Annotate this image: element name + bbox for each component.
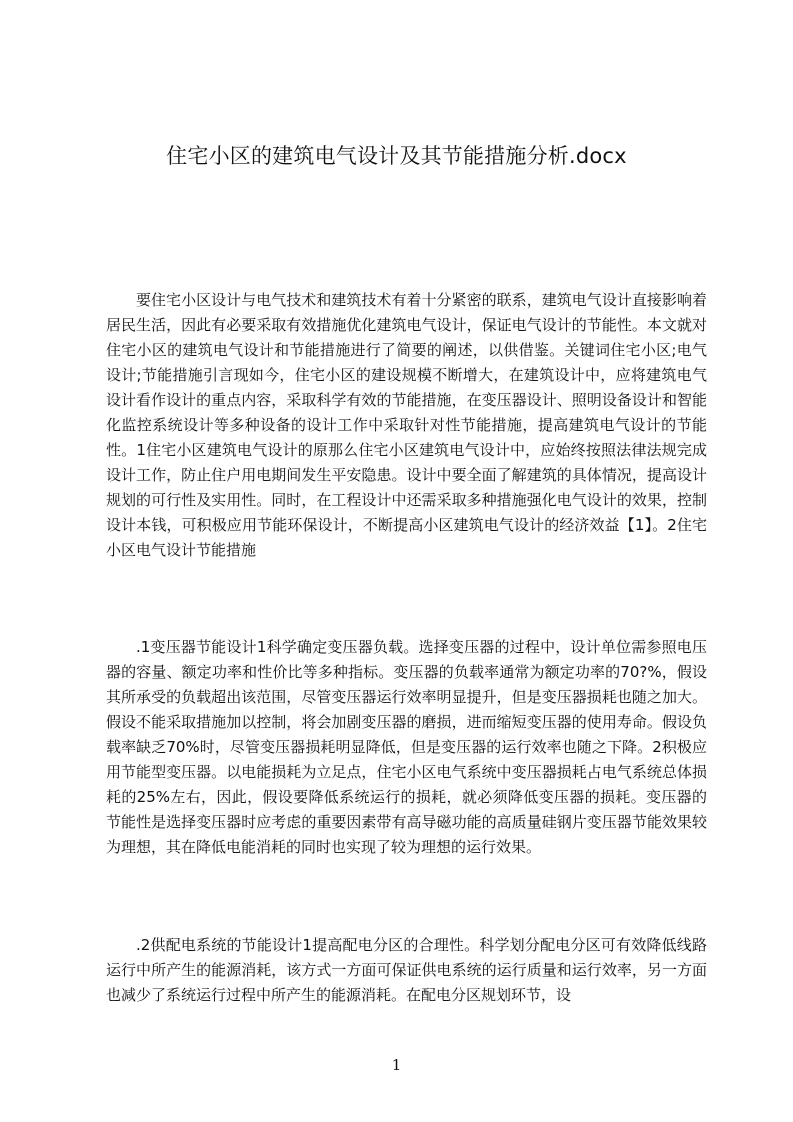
body-paragraph-3: .2供配电系统的节能设计1提高配电分区的合理性。科学划分配电分区可有效降低线路运行中所产生的能源消耗，该方式一方面可保证供电系统的运行质量和运行效率，另一方面也减少了系统运行过程中所产生的能源消耗。在配电分区规划环节，设	[106, 936, 707, 1004]
document-title: 住宅小区的建筑电气设计及其节能措施分析.docx	[166, 144, 627, 168]
page-number: 1	[391, 1056, 402, 1074]
body-paragraph-2: .1变压器节能设计1科学确定变压器负载。选择变压器的过程中，设计单位需参照电压器的容量、额定功率和性价比等多种指标。变压器的负载率通常为额定功率的70?%，假设其所承受的负载超出该范围，尽管变压器运行效率明显提升，但是变压器损耗也随之加大。假设不能采取措施加以控制，将会加剧变压器的磨损，进而缩短变压器的使用寿命。假设负载率缺乏70%时，尽管变压器损耗明显降低，但是变压器的运行效率也随之下降。2积极应用节能型变压器。以电能损耗为立足点，住宅小区电气系统中变压器损耗占电气系统总体损耗的25%左右，因此，假设要降低系统运行的损耗，就必须降低变压器的损耗。变压器的节能性是选择变压器时应考虑的重要因素带有高导磁功能的高质量硅钢片变压器节能效果较为理想，其在降低电能消耗的同时也实现了较为理想的运行效果。	[106, 638, 708, 856]
body-paragraph-1: 要住宅小区设计与电气技术和建筑技术有着十分紧密的联系，建筑电气设计直接影响着居民生活，因此有必要采取有效措施优化建筑电气设计，保证电气设计的节能性。本文就对住宅小区的建筑电气设计和节能措施进行了简要的阐述，以供借鉴。关键词住宅小区;电气设计;节能措施引言现如今，住宅小区的建设规模不断增大，在建筑设计中，应将建筑电气设计看作设计的重点内容，采取科学有效的节能措施，在变压器设计、照明设备设计和智能化监控系统设计等多种设备的设计工作中采取针对性节能措施，提高建筑电气设计的节能性。1住宅小区建筑电气设计的原那么住宅小区建筑电气设计中，应始终按照法律法规完成设计工作，防止住户用电期间发生平安隐患。设计中要全面了解建筑的具体情况，提高设计规划的可行性及实用性。同时，在工程设计中还需采取多种措施强化电气设计的效果，控制设计本钱，可积极应用节能环保设计，不断提高小区建筑电气设计的经济效益【1】。2住宅小区电气设计节能措施	[106, 291, 707, 559]
